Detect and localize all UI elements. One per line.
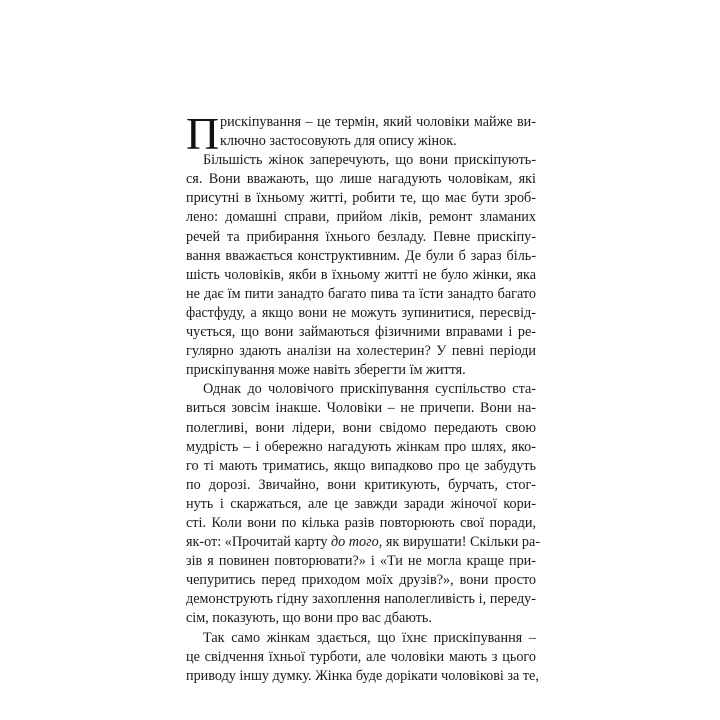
text-line: Однак до чоловічого прискіпування суспільство ста- [203,381,536,398]
text-line: це свідчення їхньої турботи, але чоловіки мають з цього [186,648,536,665]
text-line: зів я повинен повторювати?» і «Ти не могла краще при- [186,553,536,570]
text-line: прискіпування може навіть зберегти їм життя. [186,362,466,379]
text-line: шість чоловіків, якби в їхньому житті не було жінки, яка [186,266,536,283]
text-line: чепуритись перед приходом моїх друзів?», вони просто [186,572,536,589]
text-line: вання вважається конструктивним. Де були б зараз біль- [186,247,536,264]
paragraph-1 [186,108,536,159]
text-line: мудрість – і обережно нагадують жінкам про шлях, яко- [186,438,536,455]
text-line: сім, показують, що вони про вас дбають. [186,610,432,627]
paragraph-2 [186,151,536,380]
text-line: гулярно здають аналізи на холестерин? У певні періоди [186,343,536,360]
text-line: речей та прибирання їхнього безладу. Певне прискіпу- [186,228,536,245]
text-line: ключно застосовують для опису жінок. [220,133,457,150]
text-line: по дорозі. Звичайно, вони критикують, бурчать, стог- [186,476,536,493]
text-line: присутні в їхньому житті, робити те, що має бути зроб- [186,190,536,207]
text-line: не дає їм пити занадто багато пива та їсти занадто багато [186,285,536,302]
text-line: лено: домашні справи, прийом ліків, ремонт зламаних [186,209,536,226]
text-line: нуть і скаржаться, але це завжди заради жіночої кори- [186,495,536,512]
text-line: демонструють гідну захоплення наполегливість і, переду- [186,591,536,608]
italic-emphasis: до того [330,534,379,551]
text-line: ся. Вони вважають, що лише нагадують чоловікам, які [186,171,536,188]
text-line: виться зовсім інакше. Чоловіки – не причепи. Вони на- [186,400,536,417]
text-line: приводу іншу думку. Жінка буде дорікати чоловікові за те, [186,667,539,684]
book-page [186,108,541,686]
paragraph-3 [186,380,541,628]
drop-cap: П [186,108,220,159]
text-line: Більшість жінок заперечують, що вони прискіпують- [203,152,536,169]
text-line: Так само жінкам здається, що їхнє прискіпування – [203,629,536,646]
text-line: полегливі, вони лідери, вони свідомо передають свою [186,419,536,436]
text-line: рискіпування – це термін, який чоловіки майже ви- [220,114,536,130]
text-line: сті. Коли вони по кілька разів повторюють свої поради, [186,514,536,531]
text-line: чується, що вони займаються фізичними вправами і ре- [186,324,536,341]
paragraph-4 [186,629,539,686]
text-line: фастфуду, а якщо вони не можуть зупинитися, пересвід- [186,304,536,321]
text-line-with-italic: як-от: «Прочитай карту до того, як вирушати! Скільки ра- [186,534,541,551]
text-line: го ті мають триматись, якщо випадково про це забудуть [186,457,536,474]
